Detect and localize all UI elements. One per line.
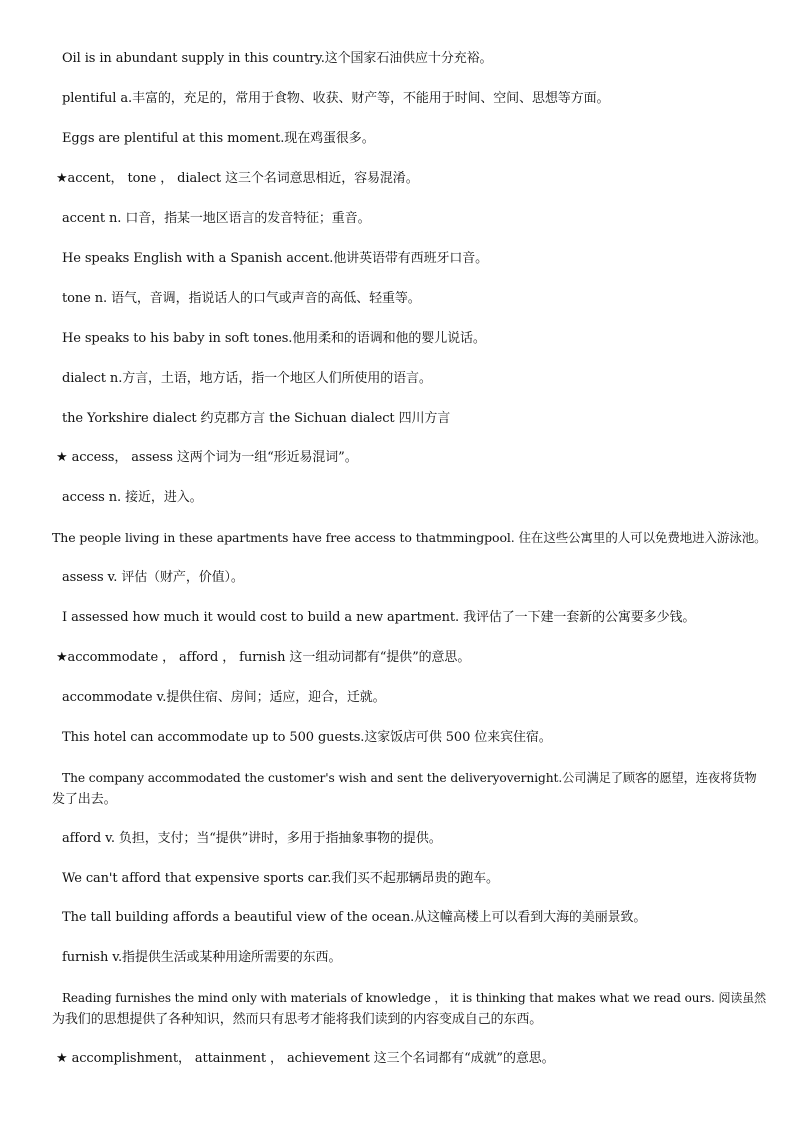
text-line: The company accommodated the customer's wish and sent the deliveryovernight.公司满足了顾客的愿望，连夜将货物: [62, 771, 757, 785]
text-line: accommodate v.提供住宿、房间；适应，迎合，迁就。: [62, 690, 386, 705]
text-line: This hotel can accommodate up to 500 guests.这家饭店可供 500 位来宾住宿。: [62, 730, 552, 745]
text-line-continuation: 发了出去。: [52, 792, 117, 807]
text-line: access n. 接近，进入。: [62, 490, 203, 505]
text-line: tone n. 语气，音调，指说话人的口气或声音的高低、轻重等。: [62, 291, 421, 306]
text-line: Eggs are plentiful at this moment.现在鸡蛋很多。: [62, 131, 375, 146]
section-heading-line: ★ accomplishment， attainment ， achievement 这三个名词都有“成就”的意思。: [56, 1051, 555, 1066]
text-line: We can't afford that expensive sports car.我们买不起那辆昂贵的跑车。: [62, 871, 499, 886]
text-line: The tall building affords a beautiful view of the ocean.从这幢高楼上可以看到大海的美丽景致。: [62, 910, 647, 925]
section-heading-line: ★ access， assess 这两个词为一组“形近易混词”。: [56, 450, 358, 465]
section-heading-line: ★accent， tone ， dialect 这三个名词意思相近，容易混淆。: [56, 171, 419, 186]
section-heading-line: ★accommodate ， afford ， furnish 这一组动词都有“提供”的意思。: [56, 650, 471, 665]
text-line: plentiful a.丰富的，充足的，常用于食物、收获、财产等，不能用于时间、空间、思想等方面。: [62, 91, 610, 106]
text-line: Reading furnishes the mind only with materials of knowledge ， it is thinking that makes what we read ours. 阅读虽然: [62, 991, 767, 1005]
text-line-continuation: 为我们的思想提供了各种知识，然而只有思考才能将我们读到的内容变成自己的东西。: [52, 1012, 543, 1027]
text-line: the Yorkshire dialect 约克郡方言 the Sichuan dialect 四川方言: [62, 411, 451, 426]
text-line: He speaks English with a Spanish accent.他讲英语带有西班牙口音。: [62, 251, 489, 266]
text-line: He speaks to his baby in soft tones.他用柔和的语调和他的婴儿说话。: [62, 331, 486, 346]
text-line: accent n. 口音，指某一地区语言的发音特征；重音。: [62, 211, 371, 226]
text-line: assess v. 评估（财产，价值）。: [62, 570, 244, 585]
text-line: furnish v.指提供生活或某种用途所需要的东西。: [62, 950, 342, 965]
text-line: I assessed how much it would cost to build a new apartment. 我评估了一下建一套新的公寓要多少钱。: [62, 610, 696, 625]
text-line: The people living in these apartments have free access to thatmmingpool. 住在这些公寓里的人可以免费地进入游泳池。: [52, 530, 767, 545]
text-line: dialect n.方言，土语，地方话，指一个地区人们所使用的语言。: [62, 371, 432, 386]
text-line: Oil is in abundant supply in this country.这个国家石油供应十分充裕。: [62, 51, 493, 66]
text-line: afford v. 负担，支付；当“提供”讲时，多用于指抽象事物的提供。: [62, 831, 442, 846]
